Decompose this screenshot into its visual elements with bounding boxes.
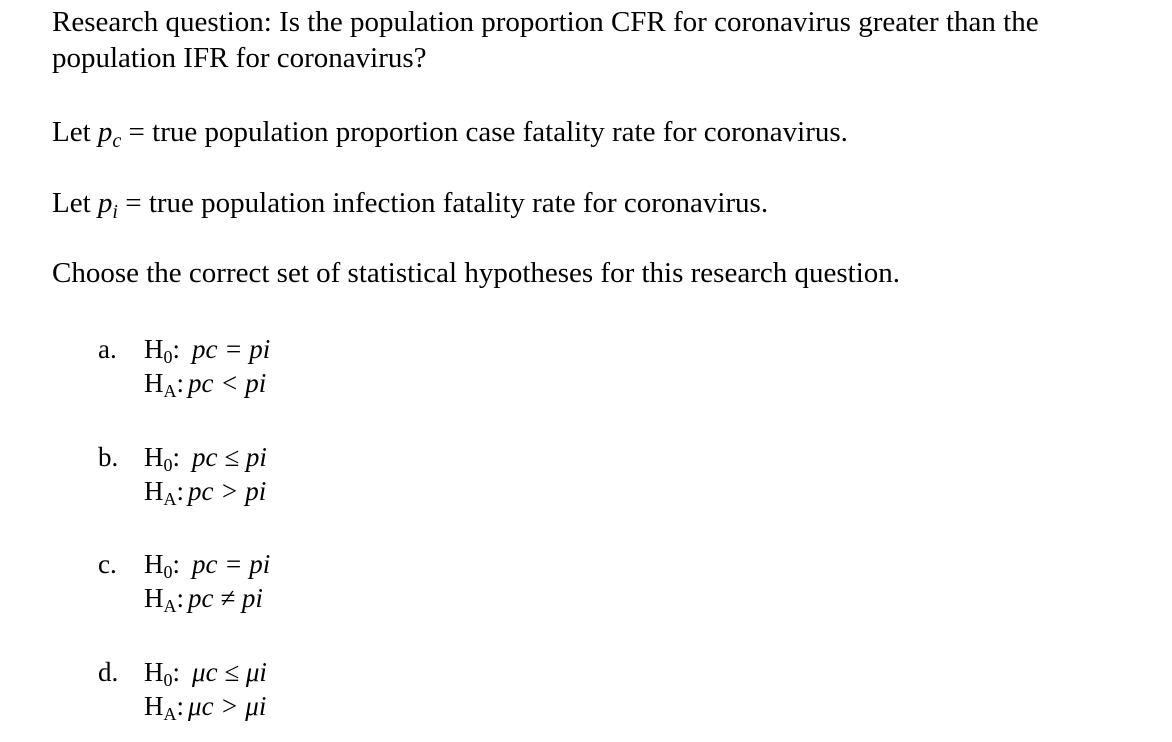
alternative-hypothesis-a	[98, 366, 270, 400]
option-a[interactable]	[98, 332, 270, 400]
hypothesis-h: H	[144, 657, 164, 687]
option-letter: c.	[98, 549, 117, 579]
hypothesis-subscript: A	[163, 489, 177, 509]
null-hypothesis-d	[98, 655, 267, 689]
hypothesis-h: H	[144, 334, 164, 364]
null-hypothesis-label: $H_0$:	[144, 657, 181, 690]
alt-hypothesis-label: $H_A$:	[144, 476, 185, 509]
alt-hypothesis-expression: pc ≠ pi	[188, 583, 263, 613]
null-hypothesis-b	[98, 440, 267, 474]
option-letter: b.	[98, 442, 119, 472]
null-hypothesis-expression: μc ≤ μi	[192, 657, 267, 687]
hypothesis-subscript: 0	[163, 347, 173, 367]
alternative-hypothesis-c	[98, 581, 270, 615]
hypothesis-subscript: 0	[163, 670, 173, 690]
null-hypothesis-expression: pc ≤ pi	[192, 442, 267, 472]
alt-hypothesis-expression: pc > pi	[188, 476, 267, 506]
variable-subscript: c	[112, 130, 122, 152]
alternative-hypothesis-d	[98, 689, 267, 723]
option-letter: a.	[98, 334, 117, 364]
null-hypothesis-expression: pc = pi	[192, 334, 271, 364]
definition-text: = true population infection fatality rate for coronavirus.	[125, 187, 769, 219]
null-hypothesis-label: $H_0$:	[144, 549, 181, 582]
null-hypothesis-a	[98, 332, 270, 366]
hypothesis-h: H	[144, 442, 164, 472]
null-hypothesis-c	[98, 547, 270, 581]
definition-pi	[52, 185, 768, 221]
variable-p: p	[97, 116, 113, 148]
definition-prefix: Let	[52, 116, 91, 148]
alt-hypothesis-label: $H_A$:	[144, 691, 185, 724]
option-b[interactable]	[98, 440, 267, 508]
hypothesis-h: H	[144, 368, 164, 398]
null-hypothesis-label: $H_0$:	[144, 442, 181, 475]
definition-pc	[52, 114, 848, 150]
alt-hypothesis-expression: pc < pi	[188, 368, 267, 398]
research-question-line-2: population IFR for coronavirus?	[52, 42, 427, 74]
variable-p: p	[97, 187, 113, 219]
question-prompt: Choose the correct set of statistical hypotheses for this research question.	[52, 257, 901, 289]
hypothesis-h: H	[144, 549, 164, 579]
hypothesis-subscript: 0	[163, 455, 173, 475]
option-d[interactable]	[98, 655, 267, 723]
alt-hypothesis-label: $H_A$:	[144, 583, 185, 616]
variable-subscript: i	[112, 201, 118, 223]
option-c[interactable]	[98, 547, 270, 615]
null-hypothesis-label: $H_0$:	[144, 334, 181, 367]
alt-hypothesis-label: $H_A$:	[144, 368, 185, 401]
definition-text: = true population proportion case fatality rate for coronavirus.	[128, 116, 848, 148]
hypothesis-h: H	[144, 583, 164, 613]
null-hypothesis-expression: pc = pi	[192, 549, 271, 579]
option-letter: d.	[98, 657, 119, 687]
hypothesis-subscript: A	[163, 596, 177, 616]
hypothesis-subscript: A	[163, 704, 177, 724]
hypothesis-subscript: A	[163, 381, 177, 401]
definition-prefix: Let	[52, 187, 91, 219]
hypothesis-subscript: 0	[163, 562, 173, 582]
alt-hypothesis-expression: μc > μi	[188, 691, 267, 721]
alternative-hypothesis-b	[98, 474, 267, 508]
research-question-line-1: Research question: Is the population proportion CFR for coronavirus greater than the	[52, 6, 1039, 38]
hypothesis-h: H	[144, 691, 164, 721]
hypothesis-h: H	[144, 476, 164, 506]
